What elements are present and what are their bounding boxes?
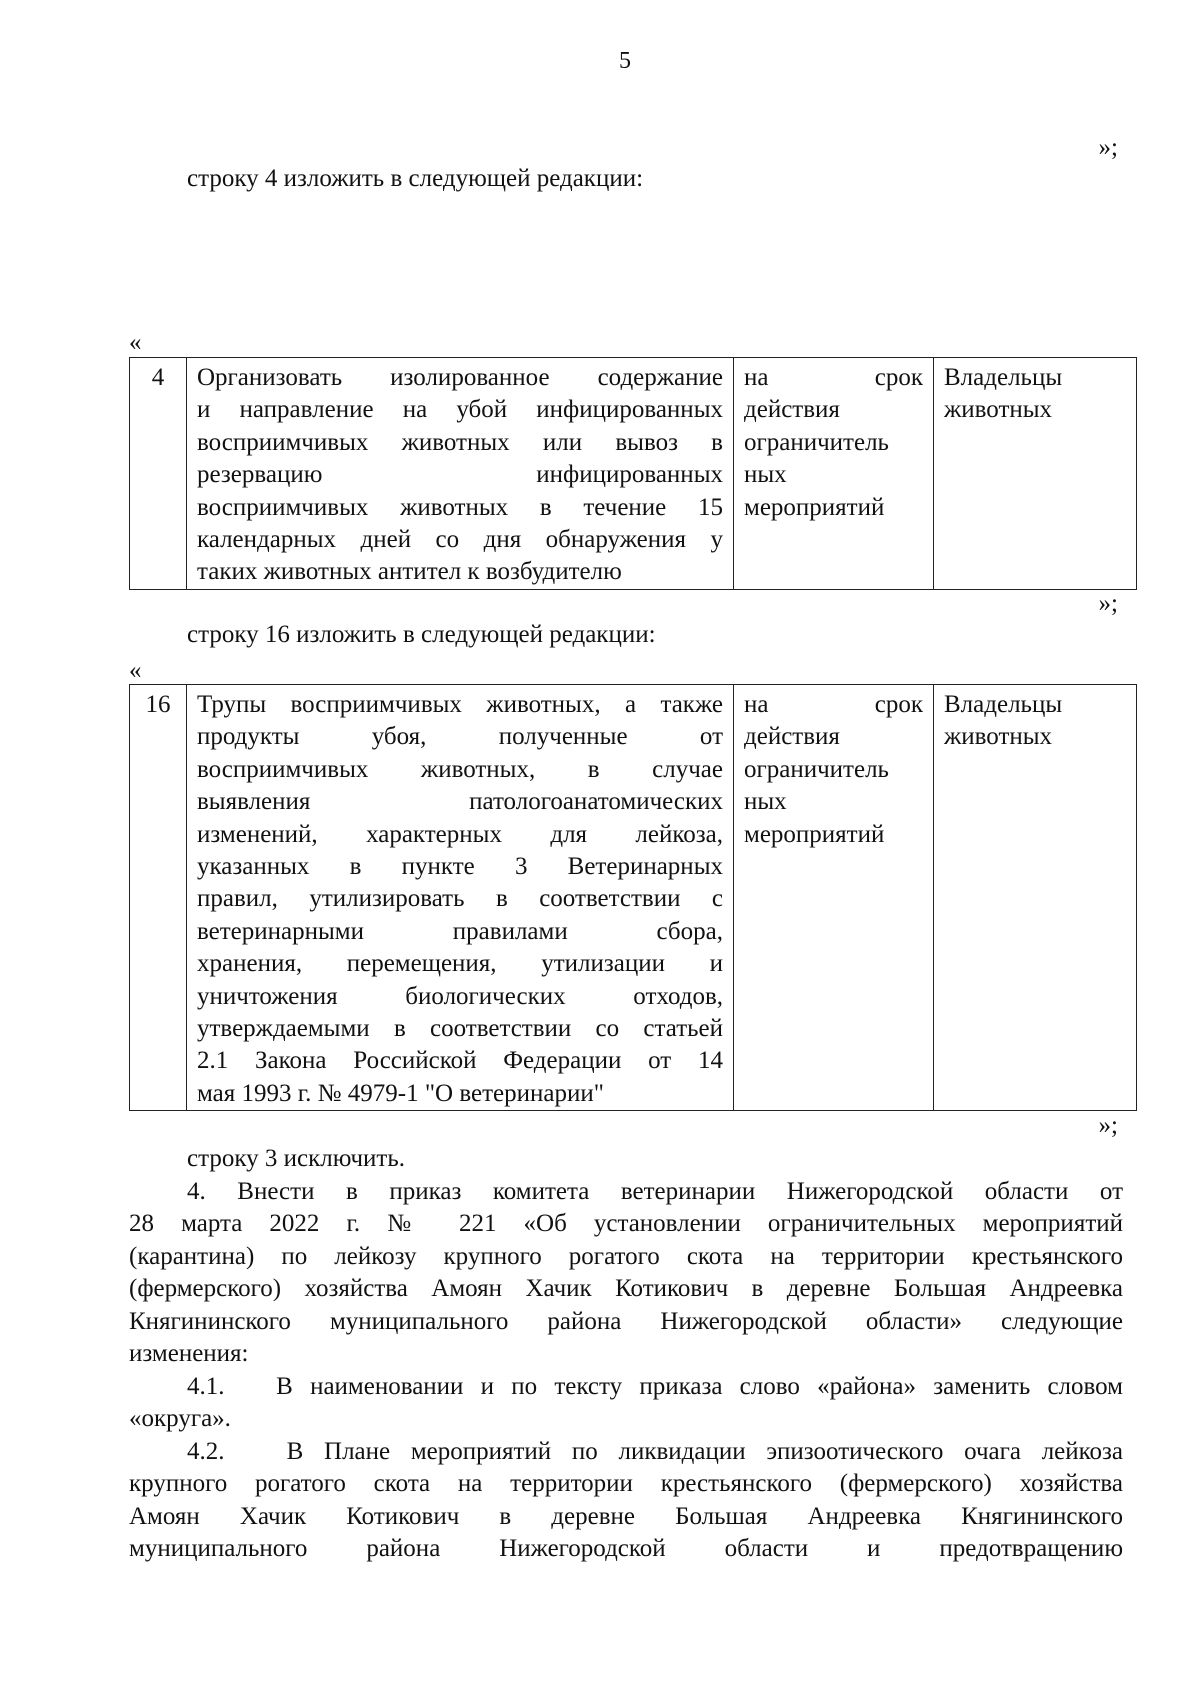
action-line: правил, утилизировать в соответствии с (197, 885, 723, 913)
row-number: 4 (151, 364, 165, 391)
action-cell (187, 685, 734, 1111)
closing-quote: »; (1098, 134, 1118, 161)
action-line: изменений, характерных для лейкоза, (197, 820, 723, 848)
term-word: срок (874, 364, 923, 391)
paragraph-line: (фермерского) хозяйства Амоян Хачик Котикович в деревне Большая Андреевка (129, 1275, 1123, 1303)
action-line: резервацию инфицированных (197, 461, 723, 489)
paragraph-line: (карантина) по лейкозу крупного рогатого скота на территории крестьянского (129, 1242, 1123, 1270)
opening-quote: « (129, 657, 142, 684)
term-line: ограничитель (744, 755, 889, 783)
term-word: на (744, 364, 769, 391)
responsible-line: Владельцы (944, 691, 1063, 718)
term-cell (734, 685, 934, 1111)
action-line: календарных дней со дня обнаружения у (197, 526, 723, 554)
term-line: действия (744, 396, 840, 424)
term-line: ных (744, 788, 787, 816)
instruction-row-16: строку 16 изложить в следующей редакции: (187, 621, 656, 648)
paragraph-line: «округа». (129, 1405, 231, 1433)
closing-quote: »; (1098, 590, 1118, 617)
paragraph-4-2 (129, 1436, 1123, 1566)
term-first-line (744, 362, 923, 394)
action-cell (187, 358, 734, 590)
paragraph-line: 4.1. В наименовании и по тексту приказа слово «района» заменить словом (187, 1373, 1123, 1400)
paragraph-line: муниципального района Нижегородской области и предотвращению (129, 1535, 1123, 1563)
responsible-cell (934, 358, 1137, 590)
instruction-row-3: строку 3 исключить. (187, 1145, 405, 1172)
action-line: ветеринарными правилами сбора, (197, 917, 723, 945)
opening-quote: « (129, 329, 142, 356)
action-line: 2.1 Закона Российской Федерации от 14 (197, 1047, 723, 1075)
responsible-line: животных (944, 396, 1053, 424)
paragraph-line: 28 марта 2022 г. № 221 «Об установлении ограничительных мероприятий (129, 1210, 1123, 1238)
action-line: уничтожения биологических отходов, (197, 982, 723, 1010)
instruction-row-4: строку 4 изложить в следующей редакции: (187, 165, 644, 192)
term-cell (734, 358, 934, 590)
action-line: указанных в пункте 3 Ветеринарных (197, 853, 723, 881)
action-line: таких животных антител к возбудителю (197, 558, 622, 586)
responsible-line: Владельцы (944, 364, 1063, 391)
table-row (130, 358, 1137, 590)
table-row-4 (129, 357, 1137, 590)
term-word: на (744, 691, 769, 718)
closing-quote: »; (1098, 1112, 1118, 1139)
term-line: ных (744, 461, 787, 489)
paragraph-line: 4. Внести в приказ комитета ветеринарии Нижегородской области от (187, 1178, 1123, 1205)
term-line: ограничитель (744, 428, 889, 456)
action-line: Трупы восприимчивых животных, а также (197, 691, 723, 718)
action-line: и направление на убой инфицированных (197, 396, 723, 424)
term-line: мероприятий (744, 820, 885, 848)
action-line: продукты убоя, полученные от (197, 723, 723, 751)
paragraph-line: крупного рогатого скота на территории крестьянского (фермерского) хозяйства (129, 1470, 1123, 1498)
action-line: выявления патологоанатомических (197, 788, 723, 816)
paragraph-line: Княгининского муниципального района Нижегородской области» следующие (129, 1307, 1123, 1335)
action-line: восприимчивых животных, в случае (197, 755, 723, 783)
paragraph-4-1 (129, 1371, 1123, 1436)
responsible-line: животных (944, 723, 1053, 751)
action-line: утверждаемыми в соответствии со статьей (197, 1015, 723, 1043)
term-word: срок (874, 691, 923, 718)
action-line: восприимчивых животных или вывоз в (197, 428, 723, 456)
table-row (130, 685, 1137, 1111)
term-first-line (744, 689, 923, 721)
action-line: Организовать изолированное содержание (197, 364, 723, 391)
table-row-16 (129, 684, 1137, 1111)
row-number-cell (130, 358, 187, 590)
row-number-cell (130, 685, 187, 1111)
action-line: хранения, перемещения, утилизации и (197, 950, 723, 978)
paragraph-line: Амоян Хачик Котикович в деревне Большая Андреевка Княгининского (129, 1502, 1123, 1530)
responsible-cell (934, 685, 1137, 1111)
page-number: 5 (619, 48, 631, 74)
term-line: действия (744, 723, 840, 751)
paragraph-4 (129, 1176, 1123, 1370)
action-line: мая 1993 г. № 4979-1 "О ветеринарии" (197, 1079, 604, 1107)
action-line: восприимчивых животных в течение 15 (197, 493, 723, 521)
term-line: мероприятий (744, 493, 885, 521)
paragraph-line: изменения: (129, 1340, 249, 1368)
row-number: 16 (145, 691, 171, 718)
paragraph-line: 4.2. В Плане мероприятий по ликвидации эпизоотического очага лейкоза (187, 1438, 1123, 1465)
